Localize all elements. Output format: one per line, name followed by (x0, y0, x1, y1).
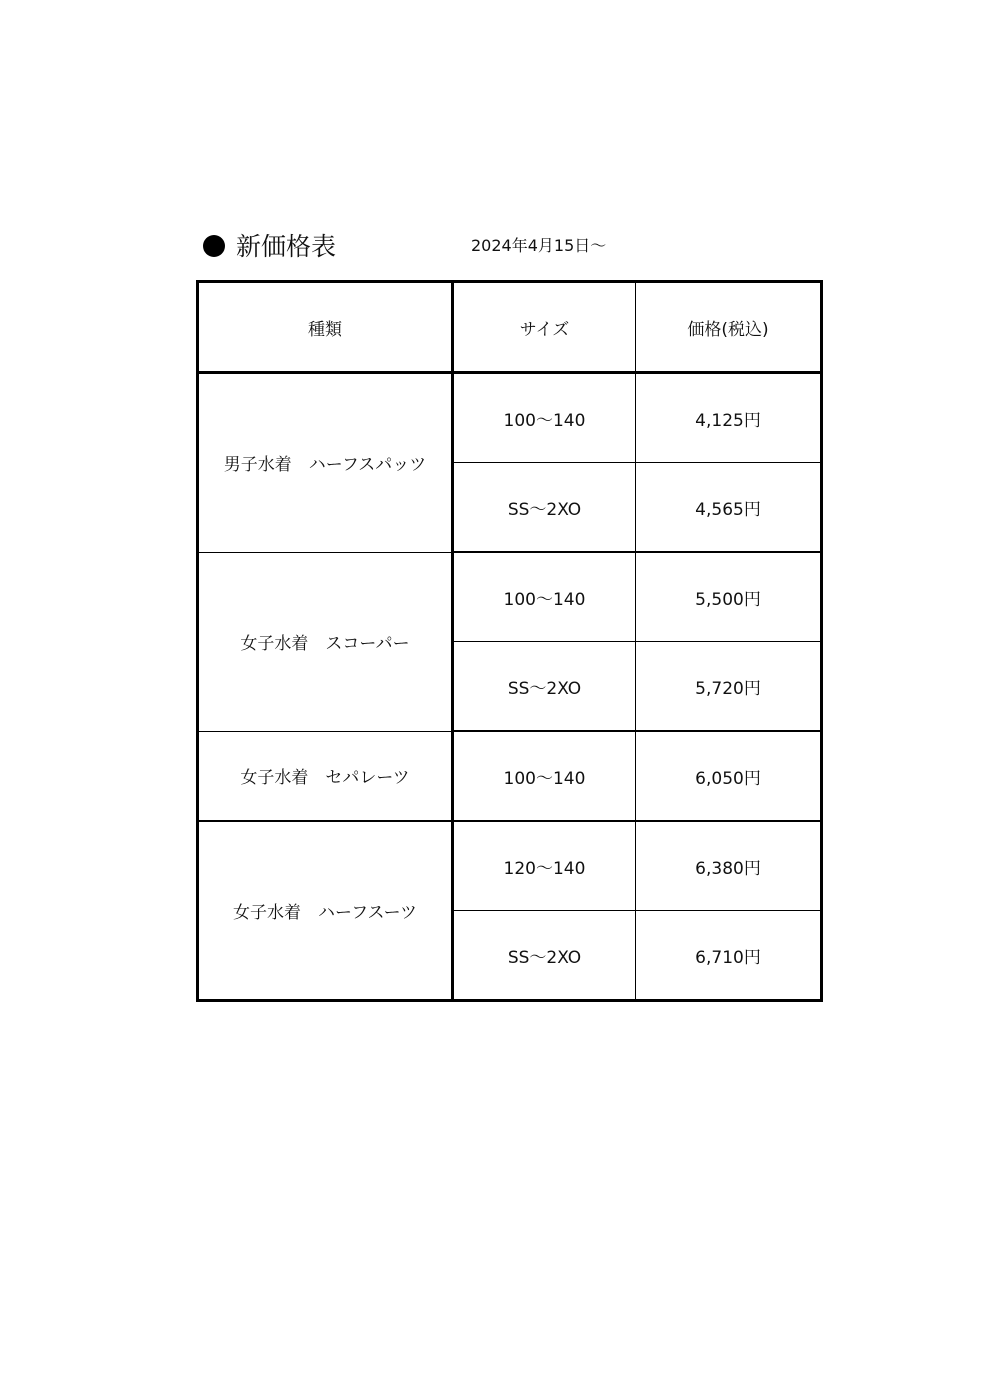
size-cell: 120～140 (453, 821, 636, 911)
table-row (198, 731, 822, 821)
size-cell: SS～2XO (453, 642, 636, 732)
effective-date: 2024年4月15日～ (471, 236, 607, 255)
type-cell: 女子水着 ハーフスーツ (198, 821, 453, 1001)
price-cell: 6,710円 (636, 911, 822, 1001)
type-cell: 女子水着 セパレーツ (198, 731, 453, 821)
size-cell: 100～140 (453, 373, 636, 463)
size-cell: SS～2XO (453, 463, 636, 553)
price-cell: 6,050円 (636, 731, 822, 821)
size-cell: 100～140 (453, 552, 636, 642)
price-cell: 4,565円 (636, 463, 822, 553)
size-cell: SS～2XO (453, 911, 636, 1001)
price-cell: 5,720円 (636, 642, 822, 732)
table-header-row (198, 282, 822, 373)
header-size: サイズ (453, 282, 636, 373)
price-cell: 4,125円 (636, 373, 822, 463)
type-cell: 女子水着 スコーパー (198, 552, 453, 731)
page-title: 新価格表 (236, 231, 337, 261)
page-heading (203, 226, 336, 266)
price-cell: 6,380円 (636, 821, 822, 911)
size-cell: 100～140 (453, 731, 636, 821)
header-price: 価格(税込) (636, 282, 822, 373)
price-table (196, 280, 823, 1002)
table-row (198, 552, 822, 642)
type-cell: 男子水着 ハーフスパッツ (198, 373, 453, 553)
table-row (198, 821, 822, 911)
price-cell: 5,500円 (636, 552, 822, 642)
bullet-icon (203, 235, 225, 257)
table-row (198, 373, 822, 463)
header-type: 種類 (198, 282, 453, 373)
